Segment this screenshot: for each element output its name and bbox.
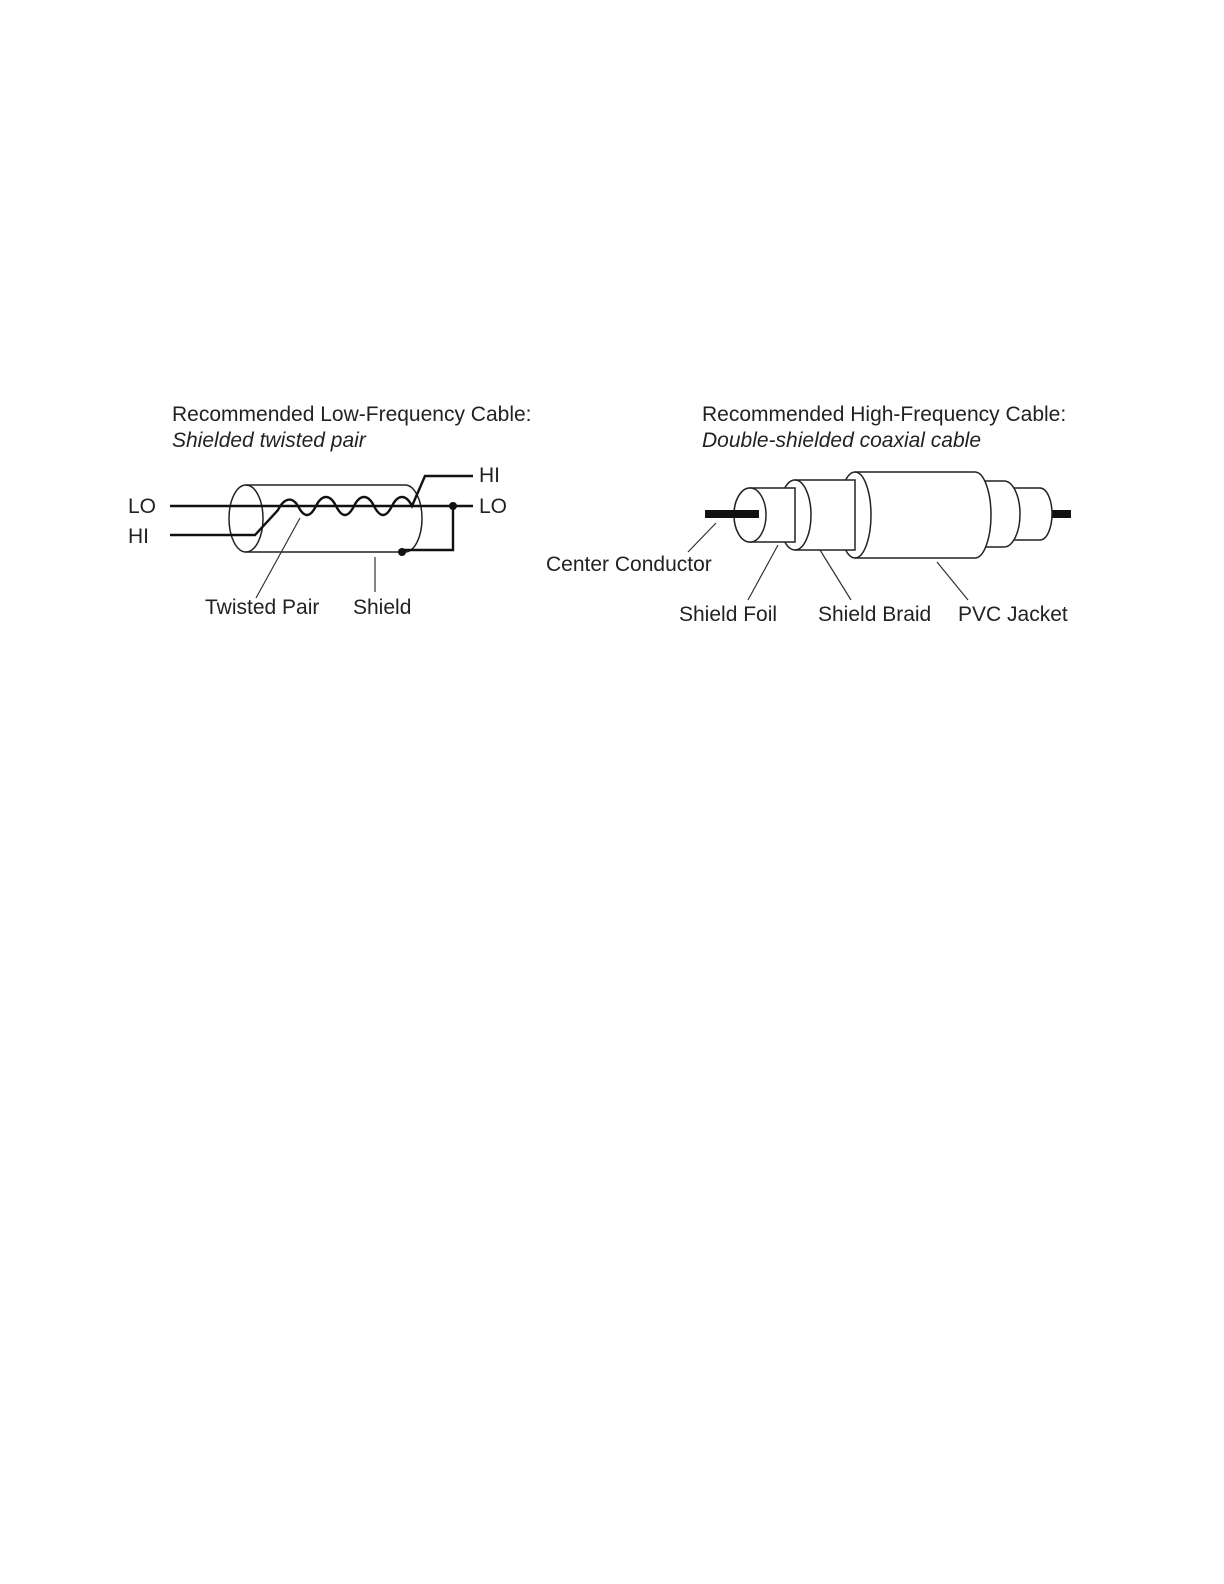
shield-braid-label: Shield Braid <box>818 603 932 626</box>
twisted-pair-label: Twisted Pair <box>205 596 320 619</box>
pvc-jacket-label: PVC Jacket <box>958 603 1068 626</box>
shield-foil-label: Shield Foil <box>679 603 778 626</box>
left-hi-label: HI <box>128 525 149 548</box>
low-frequency-subtitle: Shielded twisted pair <box>172 429 366 452</box>
pvc-jacket-leader <box>937 562 968 600</box>
center-conductor-label: Center Conductor <box>546 553 712 576</box>
shield-label: Shield <box>353 596 412 619</box>
shield-drain-dot <box>398 548 406 556</box>
right-lo-label: LO <box>479 495 508 518</box>
shield-drain-wire <box>402 506 453 550</box>
right-hi-label: HI <box>479 464 500 487</box>
high-frequency-cable-figure <box>546 403 1071 626</box>
high-frequency-subtitle: Double-shielded coaxial cable <box>702 429 982 452</box>
pvc-jacket <box>839 472 991 558</box>
high-frequency-title: Recommended High-Frequency Cable: <box>702 403 1067 426</box>
shield-foil-leader <box>748 545 778 600</box>
shield-cylinder <box>229 485 422 552</box>
low-frequency-title: Recommended Low-Frequency Cable: <box>172 403 532 426</box>
shield-braid-leader <box>820 550 851 600</box>
low-frequency-cable-figure <box>128 403 532 619</box>
center-conductor <box>705 510 759 518</box>
center-conductor-leader <box>688 523 716 552</box>
left-lo-label: LO <box>128 495 157 518</box>
